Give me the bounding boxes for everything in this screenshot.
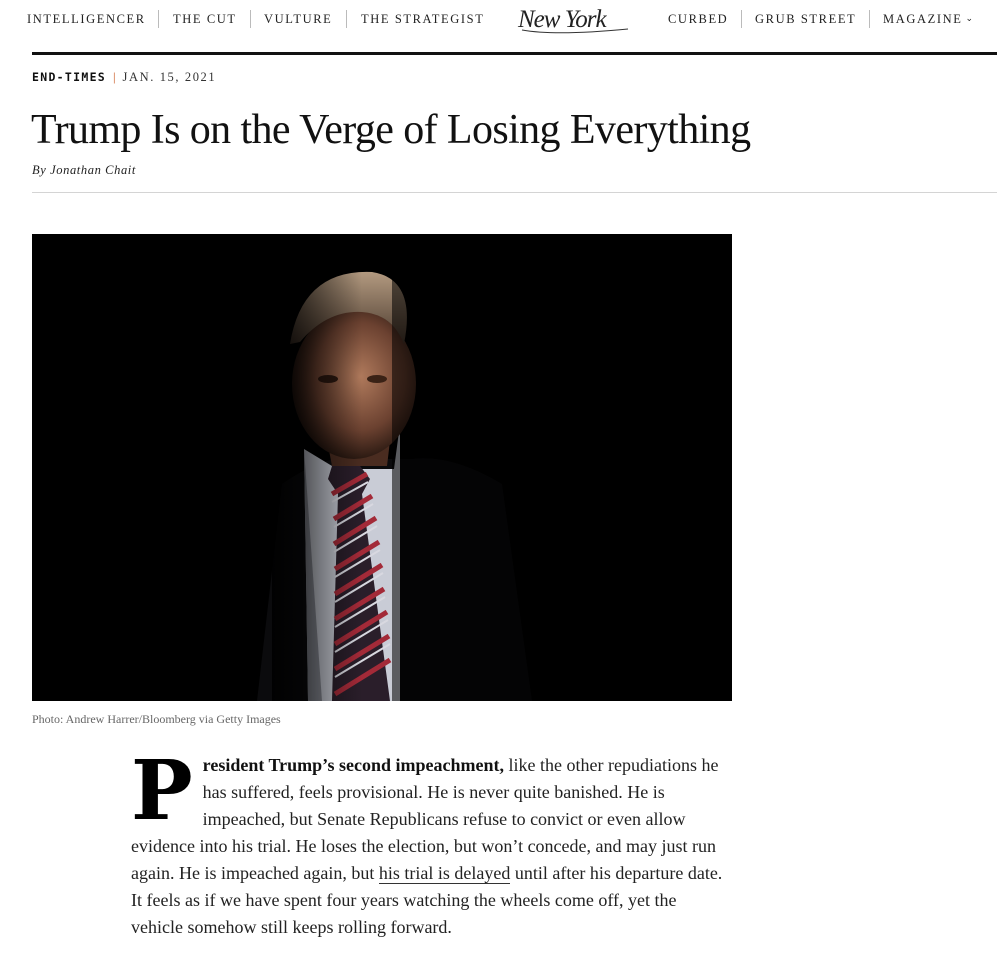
nav-magazine-label: MAGAZINE [883,12,963,26]
photo-caption: Photo: Andrew Harrer/Bloomberg via Getty Images [32,712,281,726]
header-divider [32,192,997,193]
headline: Trump Is on the Verge of Losing Everything [31,107,751,153]
new-york-logo[interactable] [516,2,634,43]
article-body [131,743,731,941]
top-navigation [0,0,997,44]
nav-grub-street[interactable]: GRUB STREET [755,12,857,26]
lead-in: resident Trump’s second impeachment, [202,755,505,775]
nav-intelligencer[interactable]: INTELLIGENCER [27,12,146,26]
byline[interactable]: By Jonathan Chait [32,163,136,177]
trial-delayed-link[interactable]: his trial is delayed [378,863,511,883]
new-york-logo-mark [516,2,634,36]
lead-photo [32,234,732,701]
header-rule [32,52,997,55]
paragraph-text-2: until after his departure date. It feels as if we have spent four years watching the wheels come off, yet the vehicle somehow still keeps rolling forward. [131,863,723,937]
portrait-illustration [32,234,732,701]
nav-curbed[interactable]: CURBED [668,12,729,26]
chevron-down-icon: ⌄ [965,13,975,23]
nav-the-strategist[interactable]: THE STRATEGIST [361,12,485,26]
logo-wordmark: New York [518,6,606,33]
nav-divider [869,10,870,28]
publish-date: JAN. 15, 2021 [122,70,217,84]
nav-divider [158,10,159,28]
nav-magazine[interactable] [883,12,975,27]
nav-the-cut[interactable]: THE CUT [173,12,237,26]
kicker-separator: | [113,70,116,84]
dropcap: P [131,743,191,839]
first-paragraph [131,743,731,941]
rubric-link[interactable]: END-TIMES [32,70,107,84]
nav-vulture[interactable]: VULTURE [264,12,333,26]
article-kicker [32,70,216,85]
nav-divider [250,10,251,28]
nav-divider [346,10,347,28]
nav-divider [741,10,742,28]
paragraph-text-1: like the other repudiations he has suffered, feels provisional. He is never quite banished. He is impeached, but Senate Republicans refuse to convict or even allow evidence into his trial. He loses the election, but won’t concede, and may just run again. He is impeached again, but [131,755,719,883]
